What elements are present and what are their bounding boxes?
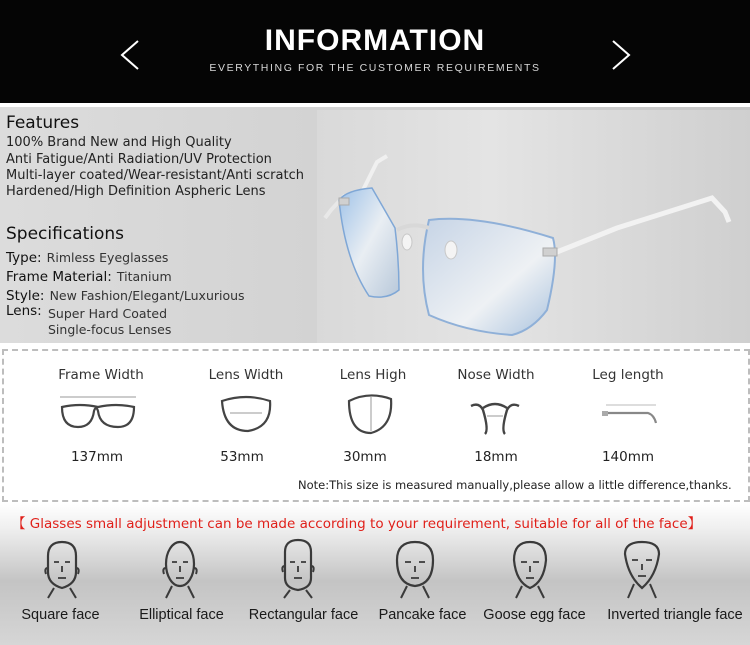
product-photo xyxy=(317,110,750,343)
measurement-value: 53mm xyxy=(220,449,264,465)
spec-style-label: Style: xyxy=(6,288,45,304)
rimless-eyeglasses-image xyxy=(317,110,750,343)
spec-type-label: Type: xyxy=(6,250,42,266)
spec-material-row xyxy=(6,266,172,285)
feature-item: 100% Brand New and High Quality xyxy=(6,135,232,150)
elliptical-face-icon xyxy=(158,538,202,600)
spec-lens-value: Super Hard Coated xyxy=(48,306,168,321)
measurement-note: Note:This size is measured manually,please allow a little difference,thanks. xyxy=(298,478,732,492)
spec-style-row xyxy=(6,285,245,304)
leg-length-icon xyxy=(600,399,662,429)
inverted-triangle-face-icon xyxy=(620,538,664,600)
spec-lens-value: Single-focus Lenses xyxy=(48,322,172,337)
face-label: Goose egg face xyxy=(483,607,586,623)
measurement-value: 30mm xyxy=(343,449,387,465)
spec-lens-label: Lens: xyxy=(6,303,42,319)
specifications-heading: Specifications xyxy=(6,224,125,244)
face-label: Pancake face xyxy=(378,607,467,623)
spec-material-value: Titanium xyxy=(116,269,172,284)
page-subtitle: EVERYTHING FOR THE CUSTOMER REQUIREMENTS xyxy=(209,62,541,74)
measurement-label: Lens High xyxy=(339,367,407,383)
spec-material-label: Frame Material: xyxy=(6,269,112,285)
lens-height-icon xyxy=(345,389,395,437)
face-adjustment-title: 【 Glasses small adjustment can be made according to your requirement, suitable for all of the face】 xyxy=(12,516,702,532)
measurement-value: 140mm xyxy=(601,449,655,465)
face-label: Rectangular face xyxy=(248,607,359,623)
measurement-value: 18mm xyxy=(474,449,518,465)
measurement-label: Lens Width xyxy=(208,367,284,383)
spec-style-value: New Fashion/Elegant/Luxurious xyxy=(49,288,245,303)
feature-item: Multi-layer coated/Wear-resistant/Anti scratch xyxy=(6,168,304,183)
nose-width-icon xyxy=(467,396,523,436)
measurement-label: Leg length xyxy=(592,367,664,383)
spec-type-row xyxy=(6,247,168,266)
spec-type-value: Rimless Eyeglasses xyxy=(46,250,169,265)
measurement-value: 137mm xyxy=(70,449,124,465)
lens-width-icon xyxy=(218,391,274,435)
measurement-label: Nose Width xyxy=(457,367,535,383)
measurement-label: Frame Width xyxy=(58,367,144,383)
square-face-icon xyxy=(40,538,84,600)
features-heading: Features xyxy=(6,113,80,133)
pancake-face-icon xyxy=(393,538,437,600)
feature-item: Anti Fatigue/Anti Radiation/UV Protection xyxy=(6,152,272,167)
face-label: Inverted triangle face xyxy=(607,607,743,623)
face-label: Elliptical face xyxy=(139,607,224,623)
goose-egg-face-icon xyxy=(508,538,552,600)
page-title: INFORMATION xyxy=(264,24,486,57)
rectangular-face-icon xyxy=(276,538,320,600)
face-label: Square face xyxy=(21,607,100,623)
feature-item: Hardened/High Definition Aspheric Lens xyxy=(6,184,266,199)
frame-width-icon xyxy=(56,393,140,433)
